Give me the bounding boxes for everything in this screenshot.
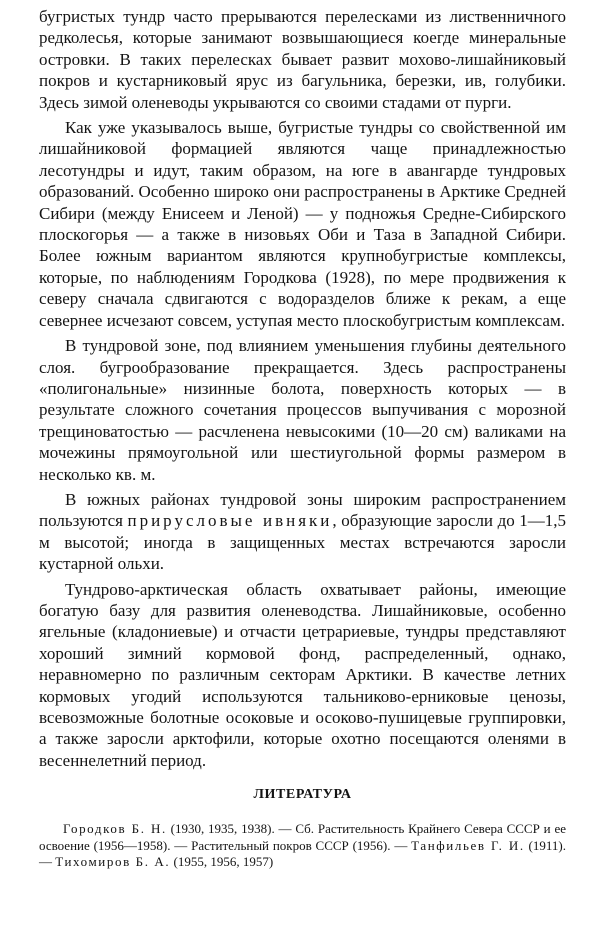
ref-3-details: (1955, 1956, 1957)	[170, 854, 274, 870]
ref-3-author: Тихомиров Б. А.	[55, 854, 171, 870]
paragraph-5: Тундрово-арктическая область охватывает районы, имеющие богатую базу для развития оленеводства. Лишайниковые, особенно ягельные (кладониевые) и отчасти цетрариевые, тундры представляют хороший зимний кормовой фонд, распределенный, однако, неравномерно по различным секторам Арктики. В качестве летних кормовых угодий используются тальниково-ерниковые ценозы, всевозможные болотные осоковые и осоково-пушицевые группировки, а также заросли арктофили, которые охотно посещаются оленями в весеннелетний период.	[39, 579, 566, 770]
ref-1-author: Городков Б. Н.	[63, 821, 167, 837]
ref-1-details: (1930, 1935, 1938). — Сб. Растительность Крайнего Севера СССР и ее освоение (1956—1958). — Растительный покров СССР (1956). —	[39, 821, 566, 853]
paragraph-4	[39, 489, 566, 575]
ref-2-details: (1911). —	[39, 837, 566, 870]
literature-heading: ЛИТЕРАТУРА	[253, 787, 352, 803]
ref-2-author: Танфильев Г. И.	[411, 837, 525, 853]
paragraph-3: В тундровой зоне, под влиянием уменьшения глубины деятельного слоя. бугрообразование прекращается. Здесь распространены «полигональные» низинные болота, поверхность которых — в результате сложного сочетания процессов выпучивания с морозной трещиноватостью — расчленена невысокими (10—20 см) валиками на мочежины прямоугольной или шестиугольной формы размером в несколько кв. м.	[39, 336, 566, 484]
paragraph-4-spaced-term: прирусловые ивняки	[127, 511, 333, 531]
paragraph-4-text-before: В южных районах тундровой зоны широким распространением пользуются	[39, 489, 566, 531]
paragraph-2: Как уже указывалось выше, бугристые тундры со свойственной им лишайниковой формацией являются чаще принадлежностью лесотундры и идут, таким образом, на юге в авангарде тундровых образований. Особенно широко они распространены в Арктике Средней Сибири (между Енисеем и Леной) — у подножья Средне-Сибирского плоскогорья — а также в низовьях Оби и Таза в Западной Сибири. Более южным вариантом являются крупнобугристые комплексы, которые, по наблюдениям Городкова (1928), по мере продвижения к северу сначала сдвигаются с водоразделов ближе к рекам, а еще севернее исчезают совсем, уступая место плоскобугристым комплексам.	[39, 118, 566, 330]
literature-references	[39, 821, 566, 871]
paragraph-1: бугристых тундр часто прерываются перелесками из лиственничного редколесья, которые занимают возвышающиеся коегде минеральные островки. В таких перелесках бывает развит мохово-лишайниковый покров и кустарниковый ярус из багульника, березки, ив, голубики. Здесь зимой оленеводы укрываются со своими стадами от пурги.	[39, 7, 566, 112]
document-page	[39, 6, 566, 871]
paragraph-4-text-after: , образующие заросли до 1—1,5 м высотой; иногда в защищенных местах встречаются заросли кустарной ольхи.	[39, 511, 566, 574]
